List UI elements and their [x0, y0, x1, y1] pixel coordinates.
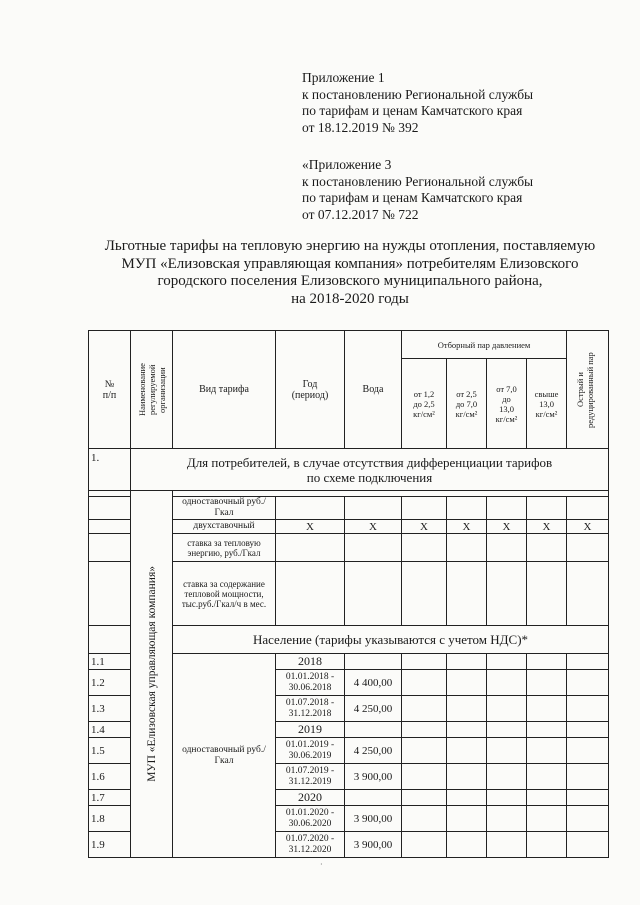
empty-cell	[487, 832, 527, 858]
empty-cell	[276, 534, 345, 562]
org-name: МУП «Елизовская управляющая компания»	[145, 566, 158, 782]
empty-cell	[345, 562, 402, 626]
empty-cell	[487, 654, 527, 670]
row-value: 4 400,00	[345, 670, 402, 696]
empty-cell	[527, 654, 567, 670]
empty-cell	[567, 738, 609, 764]
empty-cell	[567, 534, 609, 562]
empty-cell	[447, 832, 487, 858]
appendix-3-block	[302, 157, 533, 223]
row-period: 2018	[276, 654, 345, 670]
row-value: 4 250,00	[345, 696, 402, 722]
row-value	[345, 790, 402, 806]
empty-cell	[447, 790, 487, 806]
rate-capacity-label: ставка за содержание тепловой мощности, тыс.руб./Гкал/ч в мес.	[173, 562, 276, 626]
x-mark: X	[487, 520, 527, 534]
empty-cell	[567, 764, 609, 790]
empty-cell	[402, 670, 447, 696]
title-line: Льготные тарифы на тепловую энергию на нужды отопления, поставляемую	[104, 238, 596, 254]
empty-cell	[527, 806, 567, 832]
empty-cell	[567, 497, 609, 520]
empty-cell	[487, 790, 527, 806]
p1-line: до 2,5	[413, 398, 435, 409]
org-name-cell	[131, 491, 173, 858]
x-mark: X	[345, 520, 402, 534]
empty-cell	[527, 562, 567, 626]
empty-cell	[567, 654, 609, 670]
empty-cell	[402, 738, 447, 764]
empty-cell	[527, 738, 567, 764]
empty-cell	[567, 670, 609, 696]
row-period: 01.01.2019 - 30.06.2019	[276, 738, 345, 764]
empty-cell	[527, 722, 567, 738]
p3-line: от 7,0	[496, 383, 517, 394]
header-year-line: Год	[302, 378, 318, 390]
x-mark: X	[447, 520, 487, 534]
row-period: 01.07.2020 - 31.12.2020	[276, 832, 345, 858]
empty-cell	[402, 562, 447, 626]
section-row	[89, 449, 609, 491]
empty-cell	[447, 670, 487, 696]
header-p3	[487, 359, 527, 449]
p2-line: до 7,0	[455, 398, 478, 409]
row-num: 1.2	[89, 670, 131, 696]
empty-cell	[402, 534, 447, 562]
empty-cell	[487, 722, 527, 738]
row-num: 1.1	[89, 654, 131, 670]
p2-line: кг/см²	[455, 408, 478, 419]
empty-cell	[487, 534, 527, 562]
row-value: 4 250,00	[345, 738, 402, 764]
appendix-3-line: по тарифам и ценам Камчатского края	[302, 190, 523, 205]
x-mark: X	[276, 520, 345, 534]
header-sharp-steam-text: Острый и редуцированный пар	[574, 351, 595, 428]
title-line: городского поселения Елизовского муниципального района,	[157, 273, 543, 289]
p4-line: 13,0	[539, 398, 554, 409]
x-mark: X	[567, 520, 609, 534]
empty-cell	[487, 562, 527, 626]
header-sharp-steam	[567, 331, 609, 449]
empty-cell	[487, 806, 527, 832]
header-num-line: п/п	[102, 389, 117, 401]
empty-cell	[447, 764, 487, 790]
empty-cell	[276, 562, 345, 626]
header-water: Вода	[345, 331, 402, 449]
page-mark: ·	[320, 860, 323, 869]
row-num: 1.9	[89, 832, 131, 858]
row-num: 1.8	[89, 806, 131, 832]
empty-cell	[447, 722, 487, 738]
row-period: 01.07.2019 - 31.12.2019	[276, 764, 345, 790]
header-year	[276, 331, 345, 449]
p4-line: свыше	[534, 388, 559, 399]
header-num	[89, 331, 131, 449]
p3-line: до	[502, 393, 511, 404]
row-value	[345, 722, 402, 738]
rate-energy-label: ставка за тепловую энергию, руб./Гкал	[173, 534, 276, 562]
empty-cell	[447, 497, 487, 520]
row-num: 1.4	[89, 722, 131, 738]
appendix-3-line: к постановлению Региональной службы	[302, 173, 534, 189]
row-period: 2019	[276, 722, 345, 738]
row-period: 2020	[276, 790, 345, 806]
empty-cell	[89, 626, 131, 654]
empty-cell	[527, 764, 567, 790]
x-mark: X	[402, 520, 447, 534]
header-row	[89, 331, 609, 359]
empty-cell	[487, 764, 527, 790]
empty-cell	[402, 806, 447, 832]
appendix-1-block	[302, 70, 533, 136]
title-line: МУП «Елизовская управляющая компания» потребителям Елизовского	[121, 255, 579, 272]
row-value: 3 900,00	[345, 832, 402, 858]
row-num: 1.5	[89, 738, 131, 764]
document-title	[80, 238, 620, 308]
empty-cell	[567, 696, 609, 722]
empty-cell	[89, 534, 131, 562]
empty-cell	[527, 497, 567, 520]
empty-cell	[527, 832, 567, 858]
header-steam-group: Отборный пар давлением	[402, 331, 567, 359]
empty-cell	[345, 534, 402, 562]
empty-cell	[402, 722, 447, 738]
empty-cell	[487, 738, 527, 764]
p4-line: кг/см²	[535, 408, 558, 419]
header-num-line: №	[104, 378, 115, 390]
empty-cell	[447, 696, 487, 722]
row-period: 01.07.2018 - 31.12.2018	[276, 696, 345, 722]
empty-cell	[402, 654, 447, 670]
empty-cell	[567, 806, 609, 832]
appendix-3-line: от 07.12.2017 № 722	[302, 206, 419, 222]
row-period: 01.01.2018 - 30.06.2018	[276, 670, 345, 696]
header-p1	[402, 359, 447, 449]
section-title-line: по схеме подключения	[306, 469, 433, 485]
empty-cell	[567, 722, 609, 738]
appendix-1-line: Приложение 1	[302, 70, 385, 85]
empty-cell	[567, 790, 609, 806]
empty-cell	[527, 670, 567, 696]
row-period: 01.01.2020 - 30.06.2020	[276, 806, 345, 832]
p1-line: кг/см²	[413, 408, 435, 419]
empty-cell	[567, 832, 609, 858]
empty-cell	[402, 764, 447, 790]
row-num: 1.3	[89, 696, 131, 722]
empty-cell	[89, 520, 131, 534]
p3-line: 13,0	[499, 403, 514, 414]
empty-cell	[402, 497, 447, 520]
empty-cell	[447, 534, 487, 562]
title-line: на 2018-2020 годы	[291, 290, 409, 307]
section-title	[131, 449, 609, 491]
single-rate-label: одноставочный руб./Гкал	[173, 497, 276, 520]
empty-cell	[527, 790, 567, 806]
two-rate-label: двухставочный	[173, 520, 276, 534]
section-title-line: Для потребителей, в случае отсутствия дифференциации тарифов	[186, 454, 553, 470]
row-value: 3 900,00	[345, 806, 402, 832]
empty-cell	[402, 832, 447, 858]
empty-cell	[487, 696, 527, 722]
row-num: 1.6	[89, 764, 131, 790]
pop-tariff-type: одноставочный руб./Гкал	[173, 654, 276, 858]
p1-line: от 1,2	[413, 388, 435, 399]
empty-cell	[527, 534, 567, 562]
population-title: Население (тарифы указываются с учетом НДС)*	[173, 626, 609, 654]
section-num: 1.	[89, 449, 131, 491]
empty-cell	[487, 497, 527, 520]
appendix-1-line: по тарифам и ценам Камчатского края	[302, 103, 523, 118]
header-tariff-type: Вид тарифа	[173, 331, 276, 449]
empty-cell	[567, 562, 609, 626]
header-p2	[447, 359, 487, 449]
empty-cell	[89, 497, 131, 520]
empty-cell	[447, 738, 487, 764]
empty-cell	[487, 670, 527, 696]
empty-cell	[402, 790, 447, 806]
empty-cell	[276, 497, 345, 520]
appendix-3-line: «Приложение 3	[302, 157, 392, 172]
empty-cell	[527, 696, 567, 722]
empty-cell	[345, 497, 402, 520]
empty-cell	[447, 562, 487, 626]
p3-line: кг/см²	[495, 413, 518, 424]
header-org	[131, 331, 173, 449]
row-num: 1.7	[89, 790, 131, 806]
p2-line: от 2,5	[456, 388, 477, 399]
row-value	[345, 654, 402, 670]
empty-cell	[89, 562, 131, 626]
row-value: 3 900,00	[345, 764, 402, 790]
header-org-text: Наименование регулируемой организации	[136, 363, 167, 416]
tariff-table	[88, 330, 609, 858]
header-year-line: (период)	[291, 389, 329, 401]
empty-cell	[447, 654, 487, 670]
x-mark: X	[527, 520, 567, 534]
appendix-1-line: от 18.12.2019 № 392	[302, 119, 419, 135]
appendix-1-line: к постановлению Региональной службы	[302, 86, 534, 102]
empty-cell	[402, 696, 447, 722]
empty-cell	[447, 806, 487, 832]
header-p4	[527, 359, 567, 449]
